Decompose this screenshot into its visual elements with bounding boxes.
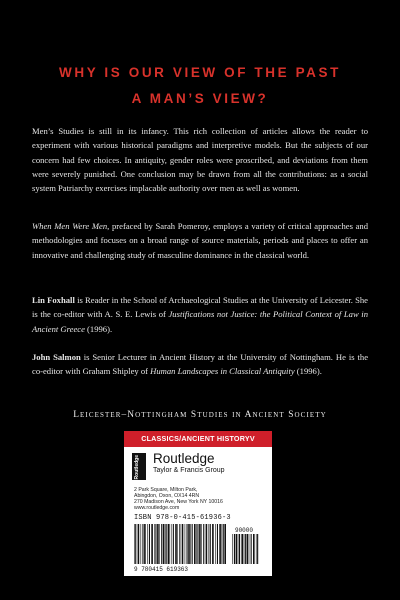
barcode-bar [168, 524, 170, 564]
barcode-bar [245, 534, 246, 564]
barcode-bar [210, 524, 211, 564]
summary-text: , prefaced by Sarah Pomeroy, employs a variety of critical approaches and methodologies and focuses on a broad range of source materials, periods and places to offer an innovative and challenging study of masculine dominance in the classical world. [32, 221, 368, 260]
book-title: When Men Were Men [32, 221, 108, 231]
barcode-bar [138, 524, 140, 564]
barcode-bar [203, 524, 204, 564]
isbn-text: ISBN 978-0-415-61936-3 [134, 514, 231, 522]
barcode-bar [238, 534, 239, 564]
bio-text: is Reader in the School of Archaeological Studies at the University of Leicester. She is the co-editor with A. S. E. Lewis of [32, 295, 368, 320]
bio-text: (1996). [84, 323, 113, 334]
barcode-bar [251, 534, 252, 564]
barcode-bar [149, 524, 150, 564]
barcode-bar [219, 524, 221, 564]
barcode-bar [253, 534, 255, 564]
barcode-bar [166, 524, 167, 564]
barcode-bar [234, 534, 235, 564]
barcode-bar [182, 524, 184, 564]
barcode-bar [144, 524, 146, 564]
barcode-bar [161, 524, 162, 564]
barcode-bar [187, 524, 188, 564]
barcode-bar [194, 524, 196, 564]
publisher-panel [124, 431, 272, 576]
barcode-bar [173, 524, 174, 564]
barcode-bar [232, 534, 233, 564]
barcode-bar [192, 524, 193, 564]
barcode-bar [197, 524, 198, 564]
barcode-bar [212, 524, 214, 564]
book-title: Justifications not Justice: the Political Context of Law in Ancient Greece [32, 309, 368, 334]
editor-bio-salmon [32, 350, 368, 379]
barcode-bar [236, 534, 238, 564]
barcode-bar [217, 524, 218, 564]
barcode-bar [215, 524, 216, 564]
barcode-bar [199, 524, 201, 564]
headline-line-2: A MAN’S VIEW? [131, 91, 269, 106]
barcode-bar [249, 534, 250, 564]
address-line: Abingdon, Oxon, OX14 4RN [134, 493, 200, 499]
price-code: 90000 [234, 527, 254, 534]
website-line: www.routledge.com [134, 505, 180, 511]
barcode-bar [154, 524, 155, 564]
barcode-bar [188, 524, 190, 564]
barcode-bar [201, 524, 202, 564]
barcode-bar [147, 524, 148, 564]
address-line: 270 Madison Ave, New York NY 10016 [134, 499, 223, 505]
publisher-group: Taylor & Francis Group [153, 467, 225, 474]
routledge-logo [132, 453, 146, 480]
publisher-name: Routledge [153, 451, 215, 466]
barcode-bar [256, 534, 257, 564]
editor-name: John Salmon [32, 352, 81, 362]
barcode-bar [165, 524, 166, 564]
barcode-bar [179, 524, 180, 564]
barcode-bar [155, 524, 156, 564]
barcode-bar [190, 524, 191, 564]
series-title: Leicester–Nottingham Studies in Ancient Society [73, 410, 327, 420]
barcode-bar [171, 524, 172, 564]
barcode-bar [142, 524, 143, 564]
barcode-bar [206, 524, 208, 564]
barcode-bar [157, 524, 159, 564]
description-paragraph: Men’s Studies is still in its infancy. This rich collection of articles allows the reader to experiment with various historical paradigms and interpretive models. But the subjects of our concern had few choices. In antiquity, gender roles were proscribed, and deviations from them were severely punished. One conclusion may be drawn from all the contributions: as a social system Patriarchy exercises implacable authority over men as well as women. [32, 126, 368, 194]
barcode-bar [222, 524, 223, 564]
barcode-bar [223, 524, 224, 564]
logo-text: Routledge [134, 455, 140, 480]
barcode-bar [175, 524, 177, 564]
barcode-bar [135, 524, 136, 564]
barcode-bar [239, 534, 240, 564]
barcode-bar [163, 524, 165, 564]
barcode-bar [141, 524, 142, 564]
bio-text: (1996). [294, 366, 322, 377]
editor-bio-foxhall [32, 293, 368, 336]
barcode-bar [196, 524, 197, 564]
headline-line-1: WHY IS OUR VIEW OF THE PAST [59, 65, 341, 80]
barcode-graphic [134, 524, 262, 564]
bio-text: is Senior Lecturer in Ancient History at the University of Nottingham. He is the co-editor with Graham Shipley of [32, 352, 369, 377]
ean-barcode [134, 524, 226, 564]
barcode-bar [159, 524, 160, 564]
barcode-bar [247, 534, 249, 564]
barcode-bar [209, 524, 210, 564]
barcode-bar [241, 534, 243, 564]
editor-name: Lin Foxhall [32, 295, 75, 305]
ean-number: 9 780415 619363 [134, 566, 189, 573]
barcode-bar [224, 524, 226, 564]
barcode-bar [185, 524, 186, 564]
address-line: 2 Park Square, Milton Park, [134, 487, 198, 493]
book-title: Human Landscapes in Classical Antiquity [150, 366, 295, 377]
barcode-bar [177, 524, 178, 564]
category-label: CLASSICS/ANCIENT HISTORYV [124, 431, 272, 447]
barcode-bar [134, 524, 135, 564]
barcode-bar [257, 534, 258, 564]
barcode-bar [151, 524, 153, 564]
barcode-bar [244, 534, 245, 564]
summary-paragraph [32, 219, 368, 262]
price-barcode [232, 534, 258, 564]
